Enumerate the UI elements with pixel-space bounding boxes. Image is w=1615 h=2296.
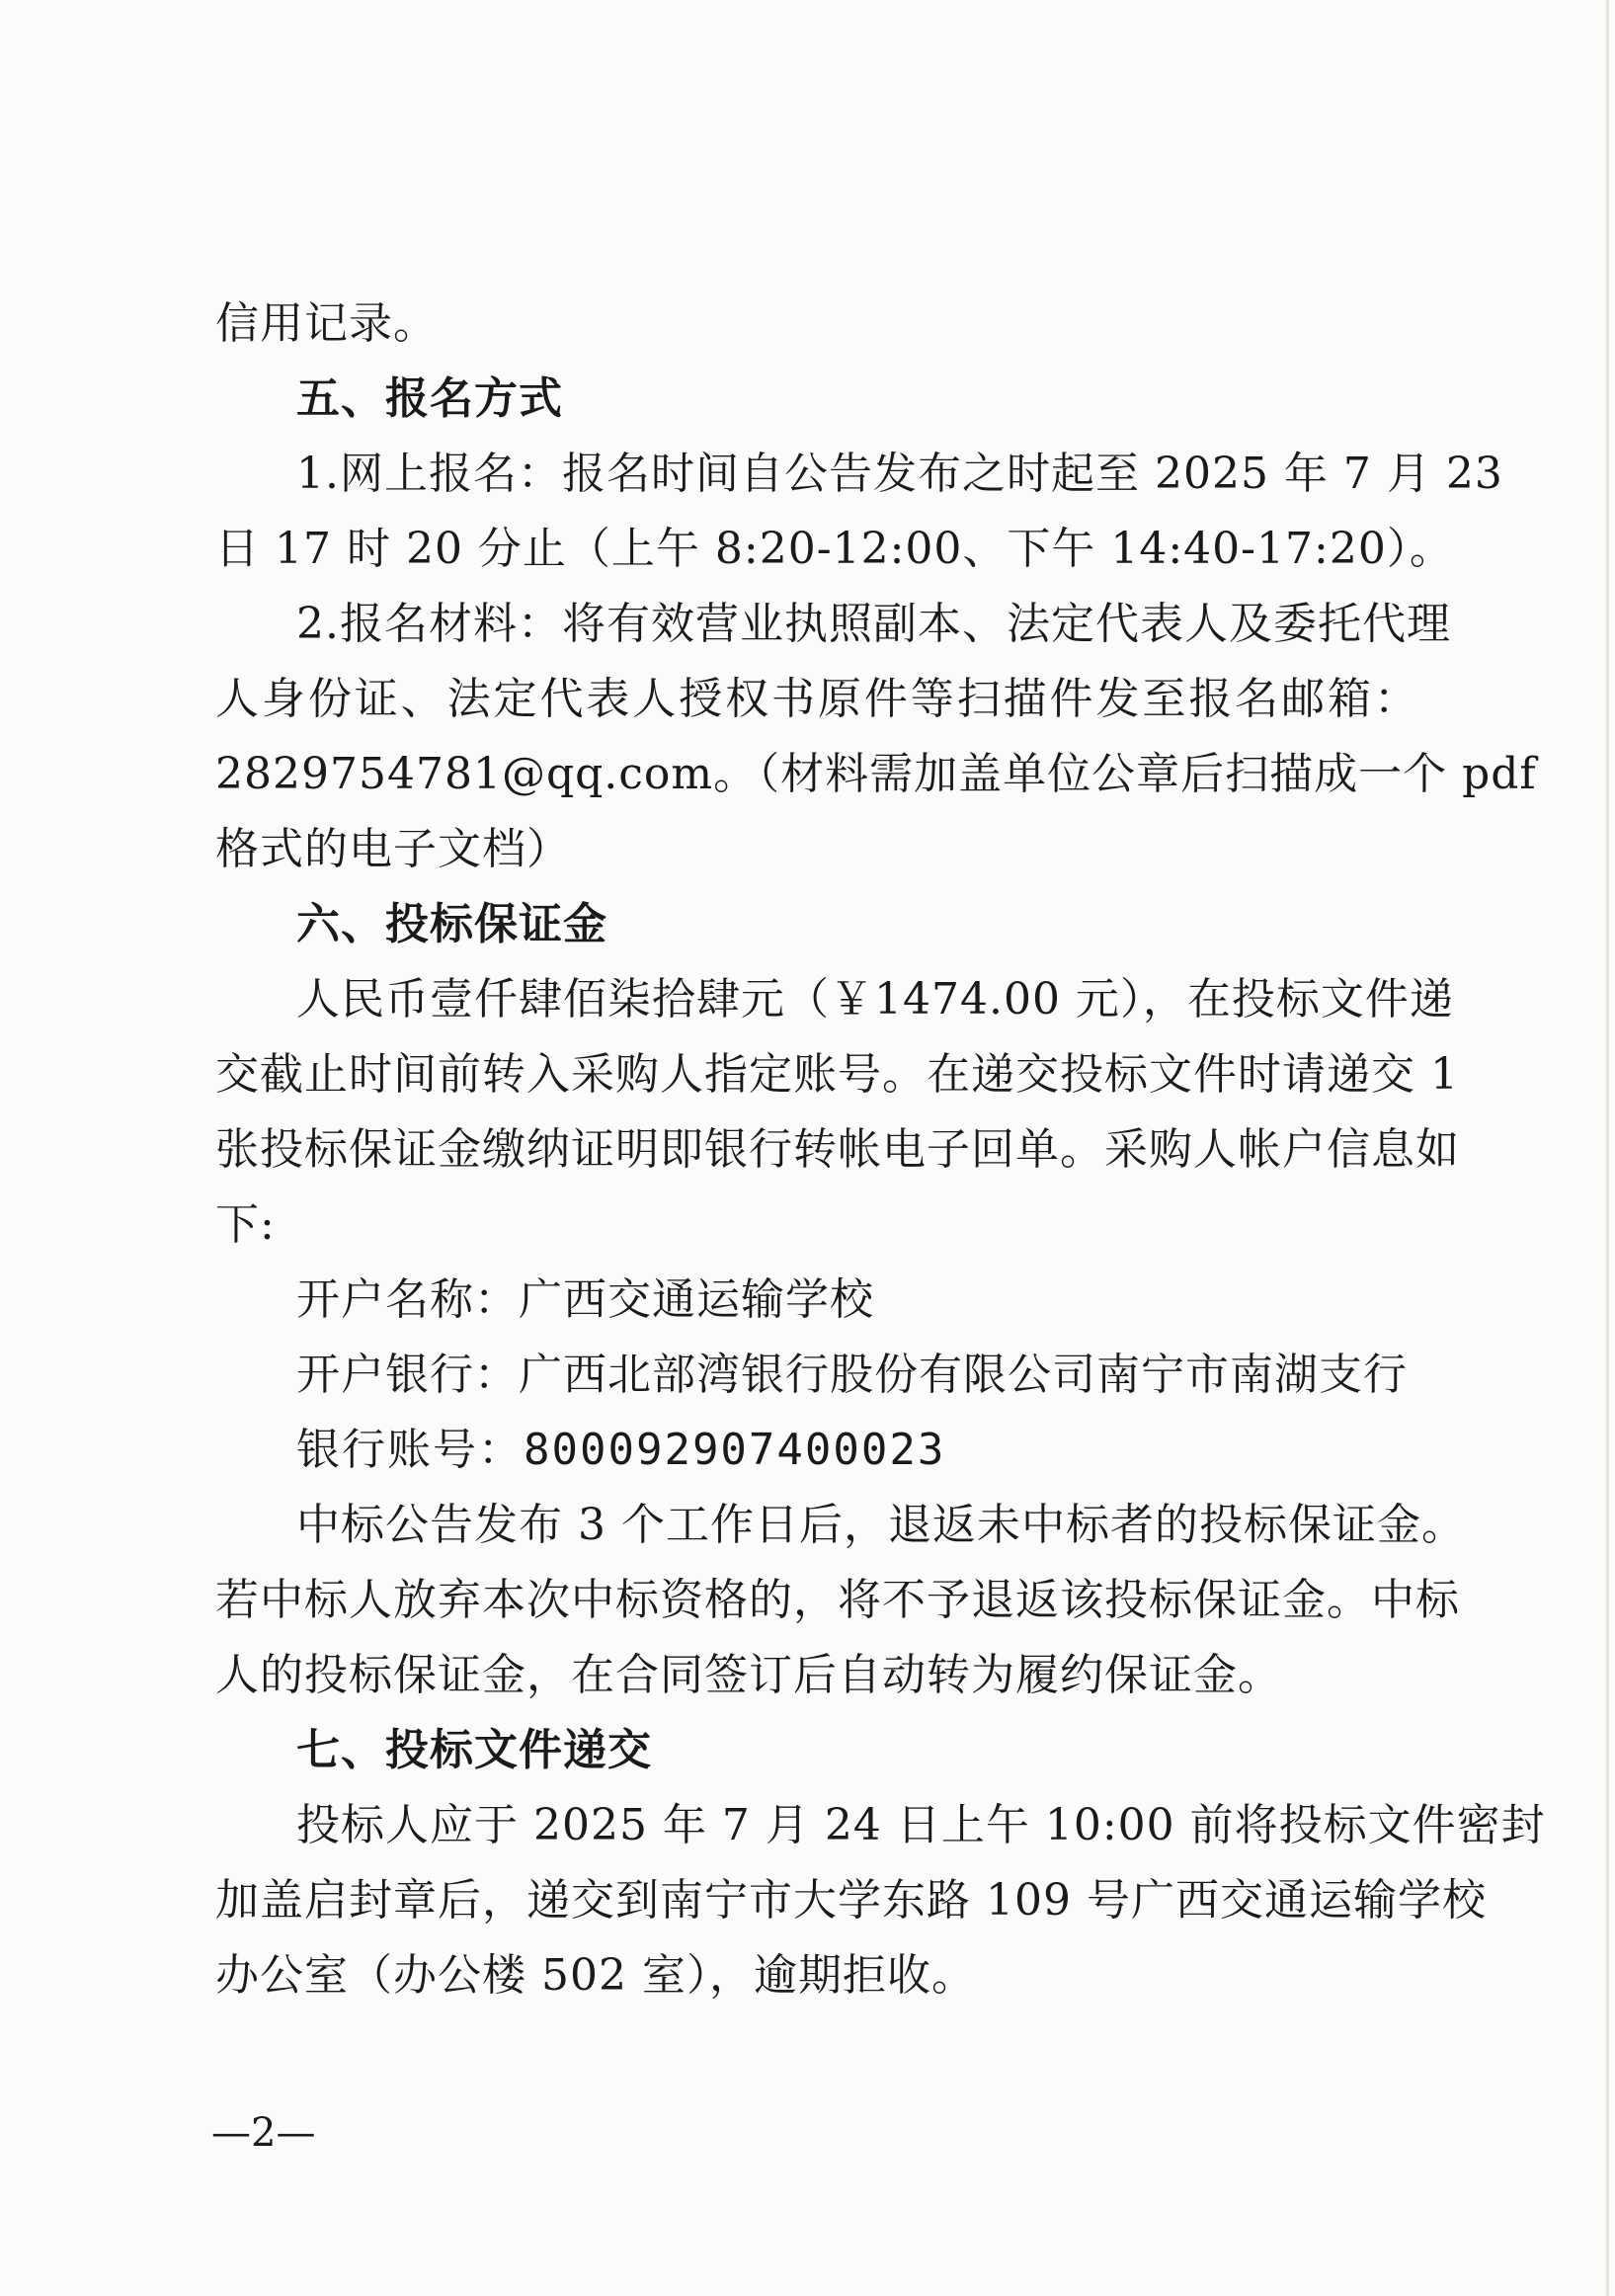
paragraph-line: 中标公告发布 3 个工作日后，退返未中标者的投标保证金。 [296, 1500, 1466, 1550]
section-heading-bid-submission: 七、投标文件递交 [296, 1725, 652, 1775]
paragraph-line: 加盖启封章后，递交到南宁市大学东路 109 号广西交通运输学校 [215, 1875, 1487, 1926]
paragraph-line: 日 17 时 20 分止（上午 8:20-12:00、下午 14:40-17:20）。 [215, 524, 1454, 574]
section-heading-registration: 五、报名方式 [296, 373, 563, 424]
paragraph-line: 交截止时间前转入采购人指定账号。在递交投标文件时请递交 1 [215, 1049, 1459, 1100]
paragraph-line: 人的投标保证金，在合同签订后自动转为履约保证金。 [215, 1650, 1282, 1700]
paragraph-line: 2.报名材料：将有效营业执照副本、法定代表人及委托代理 [296, 599, 1451, 649]
page-edge-shadow [1606, 0, 1609, 2296]
account-bank-line: 开户银行：广西北部湾银行股份有限公司南宁市南湖支行 [296, 1350, 1408, 1400]
paragraph-line: 2829754781@qq.com。（材料需加盖单位公章后扫描成一个 pdf [215, 749, 1537, 799]
paragraph-line: 张投标保证金缴纳证明即银行转帐电子回单。采购人帐户信息如 [215, 1124, 1460, 1175]
paragraph-line: 信用记录。 [215, 298, 438, 349]
paragraph-line: 1.网上报名：报名时间自公告发布之时起至 2025 年 7 月 23 [296, 449, 1503, 499]
account-name-line: 开户名称：广西交通运输学校 [296, 1274, 874, 1325]
paragraph-line: 人民币壹仟肆佰柒拾肆元（￥1474.00 元），在投标文件递 [296, 974, 1454, 1025]
page-number: —2— [211, 2110, 316, 2156]
paragraph-line: 人身份证、法定代表人授权书原件等扫描件发至报名邮箱： [215, 674, 1418, 724]
paragraph-line: 投标人应于 2025 年 7 月 24 日上午 10:00 前将投标文件密封 [296, 1800, 1546, 1850]
paragraph-line: 若中标人放弃本次中标资格的，将不予退返该投标保证金。中标 [215, 1575, 1460, 1625]
section-heading-bid-bond: 六、投标保证金 [296, 899, 607, 949]
paragraph-line: 下: [215, 1199, 276, 1250]
account-number-line: 银行账号：800092907400023 [296, 1425, 946, 1475]
paragraph-line: 格式的电子文档） [215, 824, 571, 874]
paragraph-line: 办公室（办公楼 502 室），逾期拒收。 [215, 1950, 976, 2001]
